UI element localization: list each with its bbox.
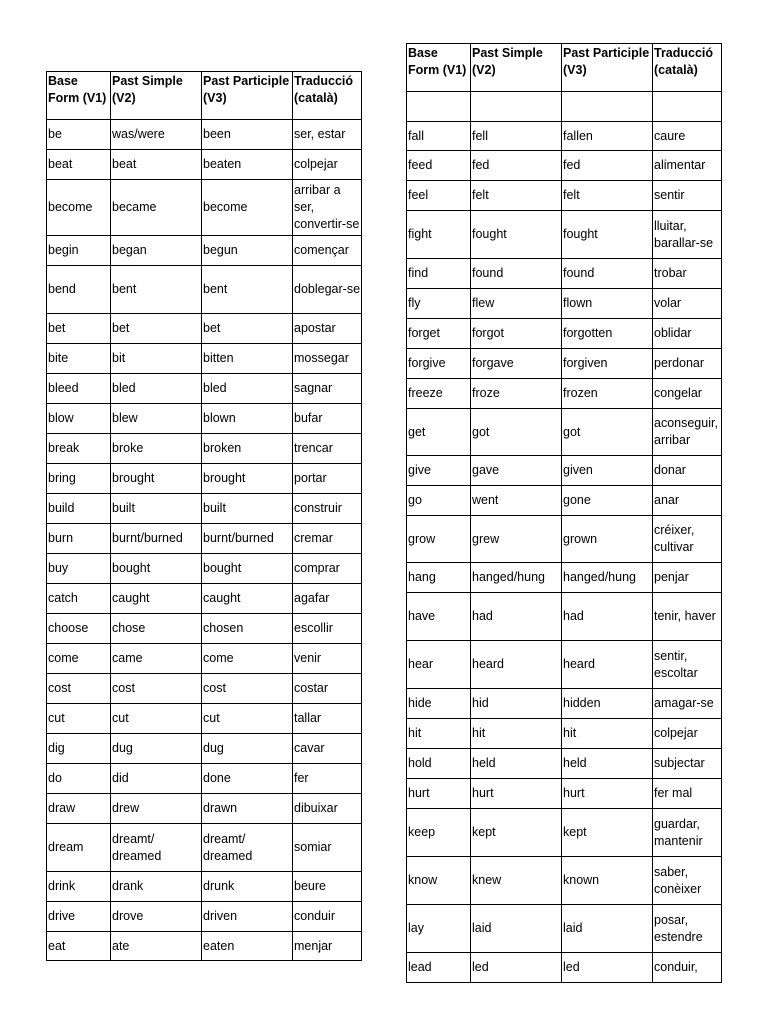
- cell-past-simple: blew: [111, 404, 202, 434]
- cell-past-participle: led: [562, 953, 653, 983]
- cell-past-simple: flew: [471, 289, 562, 319]
- cell-translation: menjar: [293, 932, 362, 961]
- cell-past-simple: held: [471, 749, 562, 779]
- table-row: [47, 180, 362, 236]
- table-row: [407, 259, 722, 289]
- cell-translation: colpejar: [653, 719, 722, 749]
- cell-translation: créixer, cultivar: [653, 516, 722, 563]
- header-base-form: Base Form (V1): [407, 44, 471, 92]
- cell-past-participle: brought: [202, 464, 293, 494]
- cell-past-simple: ate: [111, 932, 202, 961]
- header-past-participle: Past Participle (V3): [562, 44, 653, 92]
- cell-past-participle: laid: [562, 905, 653, 953]
- table-row: [407, 211, 722, 259]
- cell-past-simple: knew: [471, 857, 562, 905]
- cell-translation: començar: [293, 236, 362, 266]
- cell-past-simple: hurt: [471, 779, 562, 809]
- header-past-participle: Past Participle (V3): [202, 72, 293, 120]
- cell-past-simple: hit: [471, 719, 562, 749]
- cell-base-form: bet: [47, 314, 111, 344]
- cell-translation: guardar, mantenir: [653, 809, 722, 857]
- header-base-form: Base Form (V1): [47, 72, 111, 120]
- cell-base-form: keep: [407, 809, 471, 857]
- cell-past-simple: felt: [471, 181, 562, 211]
- cell-past-participle: dreamt/ dreamed: [202, 824, 293, 872]
- table-row: [47, 584, 362, 614]
- cell-past-simple: kept: [471, 809, 562, 857]
- cell-base-form: choose: [47, 614, 111, 644]
- header-translation: Traducció (català): [653, 44, 722, 92]
- table-row: [407, 181, 722, 211]
- cell-past-participle: frozen: [562, 379, 653, 409]
- cell-base-form: do: [47, 764, 111, 794]
- table-row: [47, 794, 362, 824]
- cell-translation: dibuixar: [293, 794, 362, 824]
- cell-past-simple: brought: [111, 464, 202, 494]
- cell-base-form: break: [47, 434, 111, 464]
- cell-past-simple: broke: [111, 434, 202, 464]
- cell-past-participle: known: [562, 857, 653, 905]
- cell-translation: caure: [653, 122, 722, 151]
- cell-past-simple: fed: [471, 151, 562, 181]
- cell-base-form: hear: [407, 641, 471, 689]
- cell-past-participle: done: [202, 764, 293, 794]
- cell-past-participle: broken: [202, 434, 293, 464]
- cell-translation: arribar a ser, convertir-se: [293, 180, 362, 236]
- table-row: [47, 404, 362, 434]
- cell-translation: escollir: [293, 614, 362, 644]
- table-row: [407, 641, 722, 689]
- cell-translation: trencar: [293, 434, 362, 464]
- cell-past-participle: bought: [202, 554, 293, 584]
- cell-past-participle: cost: [202, 674, 293, 704]
- cell-past-simple: gave: [471, 456, 562, 486]
- header-past-simple: Past Simple (V2): [471, 44, 562, 92]
- cell-past-participle: drunk: [202, 872, 293, 902]
- cell-base-form: fly: [407, 289, 471, 319]
- cell-base-form: lead: [407, 953, 471, 983]
- verbs-table-left: [46, 71, 362, 961]
- cell-base-form: bring: [47, 464, 111, 494]
- cell-translation: mossegar: [293, 344, 362, 374]
- cell-past-simple: forgot: [471, 319, 562, 349]
- cell-past-participle: fallen: [562, 122, 653, 151]
- cell-translation: congelar: [653, 379, 722, 409]
- cell-translation: sentir, escoltar: [653, 641, 722, 689]
- cell-past-participle: come: [202, 644, 293, 674]
- cell-past-simple: bought: [111, 554, 202, 584]
- cell-past-simple: cost: [111, 674, 202, 704]
- cell-translation: amagar-se: [653, 689, 722, 719]
- cell-translation: sagnar: [293, 374, 362, 404]
- cell-past-participle: begun: [202, 236, 293, 266]
- cell-past-participle: dug: [202, 734, 293, 764]
- cell-past-simple: hid: [471, 689, 562, 719]
- table-row: [47, 824, 362, 872]
- cell-past-participle: bent: [202, 266, 293, 314]
- cell-translation: fer mal: [653, 779, 722, 809]
- cell-base-form: hit: [407, 719, 471, 749]
- table-row: [47, 266, 362, 314]
- cell-past-participle: had: [562, 593, 653, 641]
- cell-past-simple: caught: [111, 584, 202, 614]
- cell-past-participle: built: [202, 494, 293, 524]
- cell-past-simple: got: [471, 409, 562, 456]
- cell-past-simple: hanged/hung: [471, 563, 562, 593]
- cell-past-participle: forgiven: [562, 349, 653, 379]
- cell-past-participle: hurt: [562, 779, 653, 809]
- table-row: [47, 464, 362, 494]
- table-row: [407, 456, 722, 486]
- cell-translation: posar, estendre: [653, 905, 722, 953]
- cell-past-simple: began: [111, 236, 202, 266]
- cell-base-form: [407, 92, 471, 122]
- cell-past-participle: found: [562, 259, 653, 289]
- cell-translation: cremar: [293, 524, 362, 554]
- table-row: [407, 857, 722, 905]
- cell-past-participle: fought: [562, 211, 653, 259]
- cell-translation: donar: [653, 456, 722, 486]
- cell-past-participle: got: [562, 409, 653, 456]
- cell-base-form: dig: [47, 734, 111, 764]
- cell-past-simple: forgave: [471, 349, 562, 379]
- header-past-simple: Past Simple (V2): [111, 72, 202, 120]
- cell-past-simple: built: [111, 494, 202, 524]
- cell-translation: agafar: [293, 584, 362, 614]
- cell-past-simple: drank: [111, 872, 202, 902]
- table-row: [407, 563, 722, 593]
- cell-past-simple: burnt/burned: [111, 524, 202, 554]
- cell-base-form: drive: [47, 902, 111, 932]
- table-row: [47, 314, 362, 344]
- cell-translation: costar: [293, 674, 362, 704]
- table-row: [407, 379, 722, 409]
- cell-past-participle: heard: [562, 641, 653, 689]
- header-row: [407, 44, 722, 92]
- cell-translation: bufar: [293, 404, 362, 434]
- cell-translation: alimentar: [653, 151, 722, 181]
- cell-past-participle: given: [562, 456, 653, 486]
- table-row: [47, 524, 362, 554]
- cell-translation: conduir: [293, 902, 362, 932]
- table-row: [47, 120, 362, 150]
- cell-past-participle: fed: [562, 151, 653, 181]
- cell-translation: somiar: [293, 824, 362, 872]
- cell-translation: doblegar-se: [293, 266, 362, 314]
- cell-translation: tenir, haver: [653, 593, 722, 641]
- cell-past-simple: bent: [111, 266, 202, 314]
- cell-base-form: draw: [47, 794, 111, 824]
- cell-base-form: freeze: [407, 379, 471, 409]
- cell-past-participle: beaten: [202, 150, 293, 180]
- cell-past-participle: chosen: [202, 614, 293, 644]
- cell-past-simple: went: [471, 486, 562, 516]
- cell-base-form: find: [407, 259, 471, 289]
- table-row: [407, 689, 722, 719]
- cell-past-simple: found: [471, 259, 562, 289]
- table-row: [407, 319, 722, 349]
- cell-base-form: hide: [407, 689, 471, 719]
- table-row: [407, 516, 722, 563]
- cell-base-form: bite: [47, 344, 111, 374]
- cell-translation: oblidar: [653, 319, 722, 349]
- cell-past-simple: bled: [111, 374, 202, 404]
- cell-translation: aconseguir, arribar: [653, 409, 722, 456]
- table-row: [47, 872, 362, 902]
- table-row: [47, 150, 362, 180]
- table-row: [407, 593, 722, 641]
- cell-past-participle: hidden: [562, 689, 653, 719]
- cell-base-form: feel: [407, 181, 471, 211]
- cell-translation: cavar: [293, 734, 362, 764]
- cell-past-simple: chose: [111, 614, 202, 644]
- cell-past-simple: dreamt/ dreamed: [111, 824, 202, 872]
- cell-past-simple: froze: [471, 379, 562, 409]
- table-row: [47, 644, 362, 674]
- cell-base-form: bleed: [47, 374, 111, 404]
- header-row: [47, 72, 362, 120]
- cell-base-form: burn: [47, 524, 111, 554]
- cell-base-form: fight: [407, 211, 471, 259]
- cell-past-simple: heard: [471, 641, 562, 689]
- cell-base-form: begin: [47, 236, 111, 266]
- table-row: [407, 953, 722, 983]
- cell-base-form: give: [407, 456, 471, 486]
- table-row: [407, 409, 722, 456]
- cell-past-simple: drove: [111, 902, 202, 932]
- cell-translation: [653, 92, 722, 122]
- cell-past-simple: fought: [471, 211, 562, 259]
- cell-base-form: hold: [407, 749, 471, 779]
- cell-translation: subjectar: [653, 749, 722, 779]
- cell-past-participle: felt: [562, 181, 653, 211]
- cell-translation: ser, estar: [293, 120, 362, 150]
- table-row: [47, 734, 362, 764]
- cell-translation: penjar: [653, 563, 722, 593]
- table-row: [47, 704, 362, 734]
- table-row: [407, 749, 722, 779]
- cell-base-form: feed: [407, 151, 471, 181]
- cell-translation: apostar: [293, 314, 362, 344]
- cell-past-participle: hanged/hung: [562, 563, 653, 593]
- cell-past-participle: flown: [562, 289, 653, 319]
- cell-base-form: hurt: [407, 779, 471, 809]
- cell-base-form: hang: [407, 563, 471, 593]
- cell-past-simple: grew: [471, 516, 562, 563]
- cell-past-participle: blown: [202, 404, 293, 434]
- cell-translation: comprar: [293, 554, 362, 584]
- cell-translation: construir: [293, 494, 362, 524]
- cell-translation: lluitar, barallar-se: [653, 211, 722, 259]
- cell-base-form: grow: [407, 516, 471, 563]
- cell-translation: volar: [653, 289, 722, 319]
- table-row: [47, 494, 362, 524]
- cell-past-simple: [471, 92, 562, 122]
- cell-base-form: beat: [47, 150, 111, 180]
- table-row: [407, 809, 722, 857]
- cell-base-form: go: [407, 486, 471, 516]
- cell-translation: colpejar: [293, 150, 362, 180]
- table-row: [47, 344, 362, 374]
- cell-base-form: cut: [47, 704, 111, 734]
- cell-base-form: forgive: [407, 349, 471, 379]
- table-row: [407, 779, 722, 809]
- cell-translation: sentir: [653, 181, 722, 211]
- cell-base-form: become: [47, 180, 111, 236]
- cell-translation: saber, conèixer: [653, 857, 722, 905]
- cell-past-simple: led: [471, 953, 562, 983]
- table-row: [47, 764, 362, 794]
- table-row: [407, 719, 722, 749]
- table-row: [47, 374, 362, 404]
- cell-past-participle: driven: [202, 902, 293, 932]
- cell-translation: portar: [293, 464, 362, 494]
- table-row: [47, 614, 362, 644]
- cell-base-form: dream: [47, 824, 111, 872]
- table-row: [47, 932, 362, 961]
- cell-past-participle: kept: [562, 809, 653, 857]
- cell-past-participle: caught: [202, 584, 293, 614]
- cell-past-simple: bit: [111, 344, 202, 374]
- cell-translation: beure: [293, 872, 362, 902]
- cell-past-participle: hit: [562, 719, 653, 749]
- cell-base-form: bend: [47, 266, 111, 314]
- cell-past-participle: drawn: [202, 794, 293, 824]
- table-row: [47, 434, 362, 464]
- cell-past-simple: became: [111, 180, 202, 236]
- cell-past-simple: had: [471, 593, 562, 641]
- cell-base-form: blow: [47, 404, 111, 434]
- cell-past-simple: laid: [471, 905, 562, 953]
- table-row: [407, 122, 722, 151]
- cell-past-participle: become: [202, 180, 293, 236]
- cell-past-participle: grown: [562, 516, 653, 563]
- cell-translation: anar: [653, 486, 722, 516]
- cell-past-simple: fell: [471, 122, 562, 151]
- table-row: [47, 902, 362, 932]
- cell-past-participle: [562, 92, 653, 122]
- cell-past-simple: beat: [111, 150, 202, 180]
- cell-base-form: drink: [47, 872, 111, 902]
- table-row: [407, 151, 722, 181]
- cell-base-form: have: [407, 593, 471, 641]
- cell-past-simple: dug: [111, 734, 202, 764]
- cell-base-form: lay: [407, 905, 471, 953]
- table-row: [407, 486, 722, 516]
- table-row: [407, 92, 722, 122]
- cell-translation: trobar: [653, 259, 722, 289]
- cell-base-form: build: [47, 494, 111, 524]
- table-row: [407, 905, 722, 953]
- cell-base-form: forget: [407, 319, 471, 349]
- cell-past-participle: forgotten: [562, 319, 653, 349]
- verbs-table-right: [406, 43, 722, 983]
- cell-base-form: fall: [407, 122, 471, 151]
- cell-past-participle: bitten: [202, 344, 293, 374]
- cell-past-participle: cut: [202, 704, 293, 734]
- cell-translation: fer: [293, 764, 362, 794]
- cell-past-participle: gone: [562, 486, 653, 516]
- cell-translation: venir: [293, 644, 362, 674]
- cell-base-form: eat: [47, 932, 111, 961]
- cell-base-form: catch: [47, 584, 111, 614]
- cell-past-simple: cut: [111, 704, 202, 734]
- cell-translation: conduir,: [653, 953, 722, 983]
- cell-past-participle: eaten: [202, 932, 293, 961]
- cell-past-simple: came: [111, 644, 202, 674]
- cell-translation: tallar: [293, 704, 362, 734]
- header-translation: Traducció (català): [293, 72, 362, 120]
- cell-past-simple: did: [111, 764, 202, 794]
- cell-past-participle: bled: [202, 374, 293, 404]
- cell-past-simple: drew: [111, 794, 202, 824]
- cell-base-form: cost: [47, 674, 111, 704]
- table-row: [47, 674, 362, 704]
- cell-past-simple: was/were: [111, 120, 202, 150]
- cell-base-form: get: [407, 409, 471, 456]
- cell-base-form: be: [47, 120, 111, 150]
- table-row: [407, 349, 722, 379]
- cell-past-participle: held: [562, 749, 653, 779]
- cell-past-participle: bet: [202, 314, 293, 344]
- cell-past-participle: burnt/burned: [202, 524, 293, 554]
- cell-past-simple: bet: [111, 314, 202, 344]
- table-row: [407, 289, 722, 319]
- cell-base-form: come: [47, 644, 111, 674]
- table-row: [47, 554, 362, 584]
- cell-translation: perdonar: [653, 349, 722, 379]
- cell-base-form: buy: [47, 554, 111, 584]
- cell-past-participle: been: [202, 120, 293, 150]
- table-row: [47, 236, 362, 266]
- cell-base-form: know: [407, 857, 471, 905]
